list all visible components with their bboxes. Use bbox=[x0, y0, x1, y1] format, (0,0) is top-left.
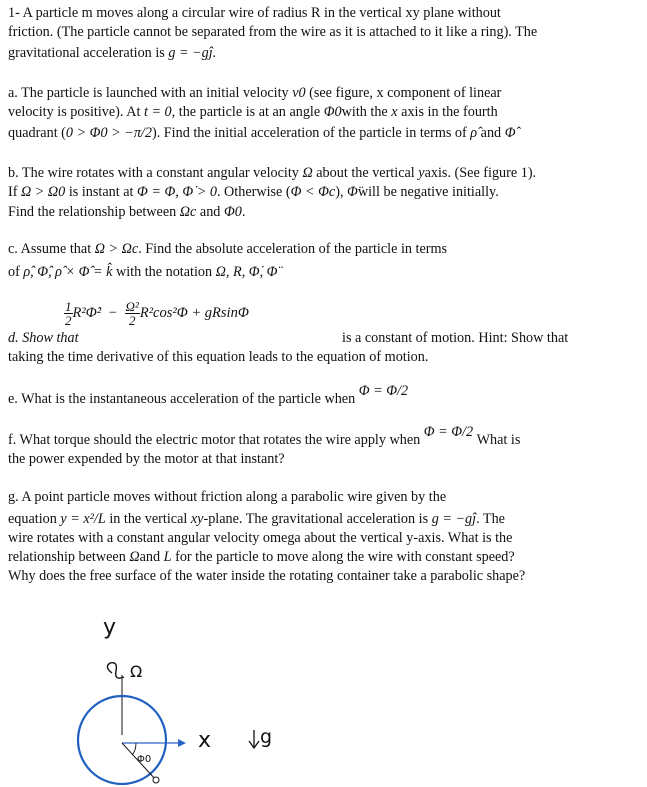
math-y: y bbox=[418, 165, 425, 181]
denominator: 2 bbox=[128, 313, 136, 328]
text: . Find the absolute acceleration of the particle in terms bbox=[138, 241, 448, 257]
figure-g-label: g bbox=[260, 726, 273, 748]
text: -plane. The gravitational acceleration is bbox=[203, 511, 432, 527]
figure-omega-label: Ω bbox=[130, 662, 143, 681]
math-v0: v0 bbox=[292, 85, 306, 101]
math-gravity: g = −gĵ bbox=[431, 511, 477, 527]
math-parabola: y = x²/L bbox=[60, 511, 106, 527]
part-f-line-2: the power expended by the motor at that instant? bbox=[8, 451, 285, 467]
text: , the particle is at an angle bbox=[171, 104, 324, 120]
math-omega-c: Ωc bbox=[179, 204, 197, 220]
text: ). Find the initial acceleration of the particle in terms of bbox=[151, 125, 471, 141]
text: b. The wire rotates with a constant angular velocity bbox=[8, 165, 303, 181]
text: and bbox=[196, 204, 224, 220]
figure-y-label: y bbox=[103, 615, 117, 640]
part-g-line-5: Why does the free surface of the water inside the rotating container take a parabolic shape? bbox=[8, 568, 526, 584]
figure-x-label: x bbox=[198, 728, 212, 753]
particle bbox=[153, 777, 159, 783]
text: . Otherwise ( bbox=[216, 184, 291, 200]
text: with the bbox=[341, 104, 392, 120]
math-phi0: Φ0 bbox=[223, 204, 242, 220]
math-unit-vectors: ρ̂, Φ̂, ρ̂ × Φ̂ = k̂ bbox=[23, 264, 113, 280]
text: for the particle to move along the wire with constant speed? bbox=[171, 549, 515, 565]
math-phi-eq: Φ = Φ bbox=[137, 184, 176, 200]
text: and bbox=[477, 125, 505, 141]
math-omega: Ω bbox=[129, 549, 140, 565]
part-d-post: is a constant of motion. Hint: Show that bbox=[342, 330, 569, 346]
text: (see figure, x component of linear bbox=[305, 85, 502, 101]
math-phi0: Φ0 bbox=[323, 104, 342, 120]
math-L: L bbox=[163, 549, 172, 565]
text: What is bbox=[476, 432, 521, 448]
math-cond: Φ = Φ/2 bbox=[423, 424, 474, 440]
math-cond2: Φ < Φc bbox=[290, 184, 336, 200]
math-notation: Ω, R, Φ̇, Φ̈ bbox=[215, 264, 278, 280]
part-d-line-2: taking the time derivative of this equation leads to the equation of motion. bbox=[8, 349, 429, 365]
math-cond: Ω > Ω0 bbox=[21, 184, 66, 200]
text: equation bbox=[8, 511, 61, 527]
text: ), bbox=[335, 184, 348, 200]
intro-text: gravitational acceleration is bbox=[8, 45, 165, 61]
text: is instant at bbox=[65, 184, 138, 200]
kinetic-term: R²Φ̇² bbox=[72, 304, 102, 321]
math-range: 0 > Φ0 > −π/2 bbox=[65, 125, 152, 141]
denominator: 2 bbox=[65, 313, 72, 328]
math-t0: t = 0 bbox=[143, 104, 172, 120]
math-phidot: Φ̇ > 0 bbox=[182, 184, 217, 200]
text: c. Assume that bbox=[8, 241, 95, 257]
gravity-vector: g = −gĵ. bbox=[168, 45, 217, 61]
figure-angle-label: Φ0 bbox=[137, 754, 152, 765]
text: relationship between bbox=[8, 549, 130, 565]
potential-term: R²cos²Φ + gRsinΦ bbox=[139, 304, 249, 321]
text: with the notation bbox=[112, 264, 216, 280]
text: . bbox=[241, 204, 246, 220]
text: a. The particle is launched with an initial velocity bbox=[8, 85, 293, 101]
text: of bbox=[8, 264, 24, 280]
text: . The bbox=[476, 511, 505, 527]
part-g-line-1: g. A point particle moves without friction along a parabolic wire given by the bbox=[8, 489, 447, 505]
text: If bbox=[8, 184, 21, 200]
math-xy: xy bbox=[190, 511, 204, 527]
text: , bbox=[175, 184, 183, 200]
text: about the vertical bbox=[312, 165, 419, 181]
text: Find the relationship between bbox=[8, 204, 180, 220]
math-phiddot: Φ̈ bbox=[347, 184, 358, 200]
math-cond: Φ = Φ/2 bbox=[358, 383, 409, 399]
text: axis. (See figure 1). bbox=[424, 165, 537, 181]
text: e. What is the instantaneous acceleration of the particle when bbox=[8, 391, 356, 407]
minus-sign: − bbox=[108, 304, 117, 321]
angle-arc bbox=[132, 743, 136, 755]
text: will be negative initially. bbox=[357, 184, 499, 200]
text: in the vertical bbox=[105, 511, 191, 527]
math-omega: Ω bbox=[302, 165, 313, 181]
text: velocity is positive). At bbox=[8, 104, 144, 120]
math-phi-hat: Φ̂ bbox=[504, 125, 516, 141]
part-g-line-3: wire rotates with a constant angular velocity omega about the vertical y-axis. What is the bbox=[8, 530, 513, 546]
math-x: x bbox=[391, 104, 398, 120]
text: and bbox=[139, 549, 164, 565]
numerator: Ω² bbox=[125, 299, 139, 314]
math-cond: Ω > Ωc bbox=[94, 241, 139, 257]
numerator: 1 bbox=[65, 299, 72, 314]
intro-line-1: 1- A particle m moves along a circular wire of radius R in the vertical xy plane without bbox=[8, 5, 501, 21]
math-rho-hat: ρ̂ bbox=[470, 125, 478, 141]
x-axis-arrow-icon bbox=[178, 739, 186, 747]
part-d-label: d. Show that bbox=[8, 330, 79, 346]
text: quadrant ( bbox=[8, 125, 66, 141]
intro-line-2: friction. (The particle cannot be separated from the wire as it is attached to it like a ring). The bbox=[8, 24, 538, 40]
text: axis in the fourth bbox=[397, 104, 498, 120]
text: f. What torque should the electric motor that rotates the wire apply when bbox=[8, 432, 421, 448]
